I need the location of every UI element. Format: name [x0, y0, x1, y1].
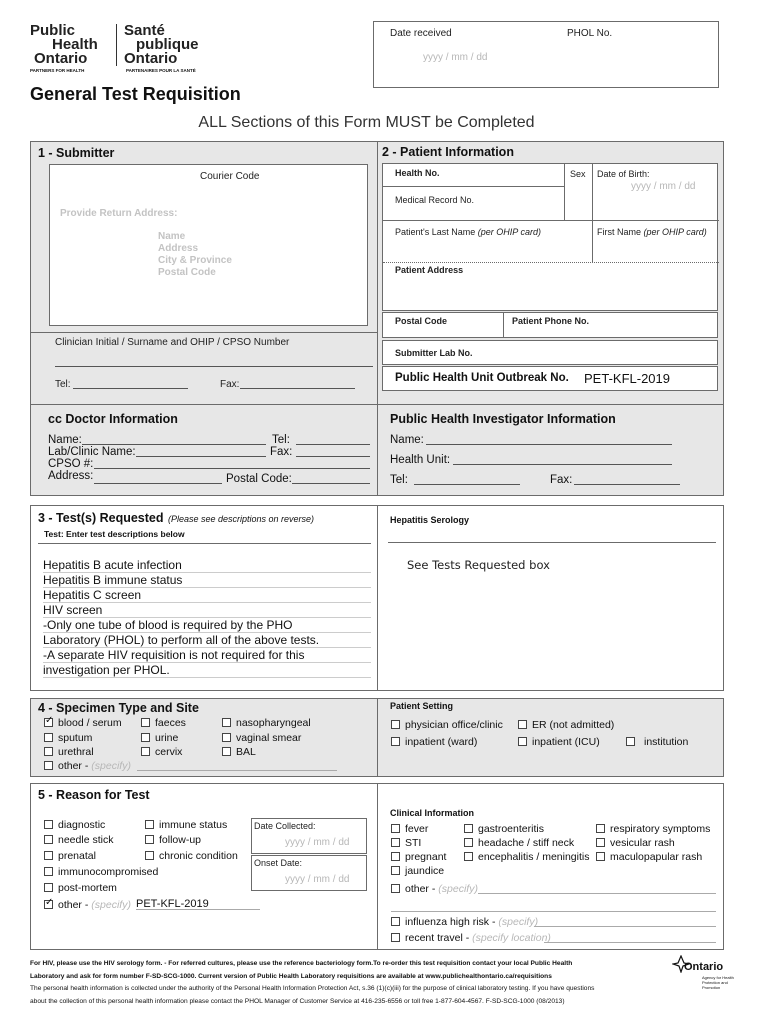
checkbox-urine[interactable]: [141, 733, 150, 742]
date-collected-placeholder: yyyy / mm / dd: [285, 837, 350, 848]
clinical-heading: Clinical Information: [390, 808, 475, 818]
footer-line-4: about the collection of this personal health information please contact the PHOL Manager of Customer Service at 416-235-6556 or toll free 1-877-604-4567. F-SD-SCG-1000 (08/2013): [30, 997, 565, 1005]
checkbox-faeces[interactable]: [141, 718, 150, 727]
checkbox-immune[interactable]: [145, 820, 154, 829]
clinical-headache[interactable]: [464, 837, 574, 849]
patient-setting-heading: Patient Setting: [390, 701, 454, 711]
address-line-postal: Postal Code: [158, 267, 216, 278]
checkbox-vaginal[interactable]: [222, 733, 231, 742]
setting-institution[interactable]: [626, 736, 688, 748]
cc-name-label: Name:: [48, 434, 82, 446]
specimen-urethral[interactable]: [44, 746, 94, 758]
return-address-label: Provide Return Address:: [60, 208, 178, 219]
setting-ward[interactable]: [391, 736, 477, 748]
setting-ward-label: inpatient (ward): [405, 736, 478, 748]
checkbox-reason-other[interactable]: [44, 900, 53, 909]
footer-line-2: Laboratory and ask for form number F-SD-SCG-1000. Current version of Public Health Laboratory requisitions are available at www.publichealthontario.ca/requisitions: [30, 972, 552, 980]
checkbox-vesicular[interactable]: [596, 838, 605, 847]
checkbox-needle[interactable]: [44, 835, 53, 844]
submitter-tel-field[interactable]: [73, 388, 188, 389]
checkbox-chronic[interactable]: [145, 851, 154, 860]
inv-unit-label: Health Unit:: [390, 454, 451, 466]
checkbox-fever[interactable]: [391, 824, 400, 833]
checkbox-nasopharyngeal[interactable]: [222, 718, 231, 727]
specimen-urine[interactable]: [141, 732, 178, 744]
checkbox-encephalitis[interactable]: [464, 852, 473, 861]
address-line-address: Address: [158, 243, 199, 254]
checkbox-gastro[interactable]: [464, 824, 473, 833]
submitter-lab-box[interactable]: [382, 340, 718, 365]
phol-no-label: PHOL No.: [567, 28, 613, 39]
submitter-tel-label: Tel:: [55, 379, 71, 390]
specimen-bal[interactable]: [222, 746, 256, 758]
checkbox-postmortem[interactable]: [44, 883, 53, 892]
outbreak-value: PET-KFL-2019: [584, 371, 670, 386]
checkbox-icu[interactable]: [518, 737, 527, 746]
reason-followup[interactable]: [145, 834, 201, 846]
logo-en-line2: Health: [52, 36, 98, 53]
specimen-nasopharyngeal[interactable]: [222, 717, 311, 729]
clinical-encephalitis[interactable]: [464, 851, 589, 863]
date-received-placeholder: yyyy / mm / dd: [423, 52, 488, 63]
postal-code-label: Postal Code: [395, 316, 448, 326]
first-name-text: First Name: [597, 227, 642, 237]
ontario-wordmark: Ontario: [684, 961, 724, 973]
checkbox-blood[interactable]: [44, 718, 53, 727]
clinical-respiratory[interactable]: [596, 823, 710, 835]
onset-date-box[interactable]: [251, 855, 367, 891]
inv-fax-label: Fax:: [550, 474, 573, 486]
cc-address-field[interactable]: [94, 483, 222, 484]
inv-name-field[interactable]: [426, 444, 672, 445]
reason-specify: (specify): [91, 899, 131, 911]
checkbox-sputum[interactable]: [44, 733, 53, 742]
checkbox-respiratory[interactable]: [596, 824, 605, 833]
checkbox-headache[interactable]: [464, 838, 473, 847]
postal-phone-box[interactable]: [382, 312, 718, 338]
clinical-other-label: other -: [405, 883, 436, 895]
clinical-pregnant-label: pregnant: [405, 851, 447, 863]
clinical-other-field[interactable]: [478, 893, 716, 894]
specimen-specify: (specify): [91, 760, 131, 772]
clinical-flu-label: influenza high risk -: [405, 916, 496, 928]
cc-postal-label: Postal Code:: [226, 473, 292, 485]
inv-name-label: Name:: [390, 434, 424, 446]
clinical-fever-label: fever: [405, 823, 429, 835]
first-name-label: [597, 227, 707, 237]
sex-label: Sex: [570, 169, 586, 179]
ontario-logo: [672, 955, 734, 1003]
patient-id-box: [382, 163, 718, 311]
clinical-other[interactable]: [391, 883, 478, 895]
cc-fax-field[interactable]: [296, 456, 370, 457]
reason-postmortem[interactable]: [44, 882, 117, 894]
specimen-other-label: other -: [58, 760, 89, 772]
clinical-travel-label: recent travel -: [405, 932, 470, 944]
checkbox-clinical-other[interactable]: [391, 884, 400, 893]
specimen-sputum[interactable]: [44, 732, 92, 744]
specimen-vaginal[interactable]: [222, 732, 301, 744]
clinician-field[interactable]: [55, 366, 373, 367]
reason-immunocompromised[interactable]: [44, 866, 158, 878]
address-line-city: City & Province: [158, 255, 232, 266]
specimen-other-field[interactable]: [137, 770, 337, 771]
first-name-note: (per OHIP card): [643, 227, 707, 237]
ontario-agency: Agency for Health Protection and Promotion: [702, 975, 734, 990]
reason-chronic-label: chronic condition: [159, 850, 238, 862]
logo-fr-line3: Ontario: [124, 50, 178, 67]
see-tests-note[interactable]: See Tests Requested box: [407, 558, 550, 572]
clinical-gastro-label: gastroenteritis: [478, 823, 544, 835]
courier-code-label: Courier Code: [200, 171, 260, 182]
specimen-cervix-label: cervix: [155, 746, 183, 758]
checkbox-prenatal[interactable]: [44, 851, 53, 860]
health-no-label: Health No.: [395, 168, 440, 178]
reason-chronic[interactable]: [145, 850, 238, 862]
test-line-7[interactable]: -A separate HIV requisition is not required for this: [43, 648, 371, 663]
reason-immune-label: immune status: [159, 819, 228, 831]
inv-unit-field[interactable]: [453, 464, 672, 465]
dob-label: Date of Birth:: [597, 169, 650, 179]
clinical-flu-specify: (specify): [498, 916, 539, 928]
submitter-lab-label: Submitter Lab No.: [395, 348, 473, 358]
checkbox-travel[interactable]: [391, 933, 400, 942]
form-title: General Test Requisition: [30, 84, 241, 104]
reason-prenatal[interactable]: [44, 850, 96, 862]
test-line-4[interactable]: HIV screen: [43, 603, 371, 618]
clinical-jaundice-label: jaundice: [405, 865, 445, 877]
checkbox-urethral[interactable]: [44, 747, 53, 756]
reason-needle-label: needle stick: [58, 834, 114, 846]
specimen-nasopharyngeal-label: nasopharyngeal: [236, 717, 311, 729]
checkbox-jaundice[interactable]: [391, 866, 400, 875]
reason-postmortem-label: post-mortem: [58, 882, 117, 894]
setting-physician-label: physician office/clinic: [405, 719, 503, 731]
reason-prenatal-label: prenatal: [58, 850, 96, 862]
setting-physician[interactable]: [391, 719, 503, 731]
cc-name-field[interactable]: [82, 444, 266, 445]
reason-other-label: other -: [58, 899, 89, 911]
date-collected-box[interactable]: [251, 818, 367, 854]
outbreak-label: Public Health Unit Outbreak No.: [395, 372, 569, 384]
reason-followup-label: follow-up: [159, 834, 202, 846]
reason-immunocompromised-label: immunocompromised: [58, 866, 159, 878]
reason-diagnostic-label: diagnostic: [58, 819, 106, 831]
test-line-8[interactable]: investigation per PHOL.: [43, 663, 371, 678]
cc-cpso-field[interactable]: [94, 468, 370, 469]
test-line-6[interactable]: Laboratory (PHOL) to perform all of the above tests.: [43, 633, 371, 648]
test-line-5[interactable]: -Only one tube of blood is required by the PHO: [43, 618, 371, 633]
clinical-flu[interactable]: [391, 916, 538, 928]
logo-en-line1: Public: [30, 22, 76, 39]
test-line-2[interactable]: Hepatitis B immune status: [43, 573, 371, 588]
clinical-fever[interactable]: [391, 823, 428, 835]
checkbox-flu[interactable]: [391, 917, 400, 926]
submitter-heading: 1 - Submitter: [38, 146, 115, 160]
clinical-headache-label: headache / stiff neck: [478, 837, 575, 849]
specimen-sputum-label: sputum: [58, 732, 93, 744]
tests-heading-note: (Please see descriptions on reverse): [167, 514, 315, 524]
cc-fax-label: Fax:: [270, 446, 293, 458]
test-line-3[interactable]: Hepatitis C screen: [43, 588, 371, 603]
specimen-bal-label: BAL: [236, 746, 256, 758]
checkbox-cervix[interactable]: [141, 747, 150, 756]
specimen-urethral-label: urethral: [58, 746, 94, 758]
form-subtitle: ALL Sections of this Form MUST be Completed: [198, 114, 535, 131]
dob-placeholder: yyyy / mm / dd: [631, 181, 696, 192]
tests-heading: 3 - Test(s) Requested: [38, 511, 164, 525]
reason-needle[interactable]: [44, 834, 113, 846]
patient-heading: 2 - Patient Information: [382, 145, 514, 159]
specimen-blood[interactable]: [44, 717, 122, 729]
clinical-respiratory-label: respiratory symptoms: [610, 823, 711, 835]
clinical-sti[interactable]: [391, 837, 421, 849]
logo-fr-line2: publique: [136, 36, 199, 53]
cc-tel-field[interactable]: [296, 444, 370, 445]
submitter-fax-label: Fax:: [220, 379, 240, 390]
cc-postal-field[interactable]: [292, 483, 370, 484]
clinical-jaundice[interactable]: [391, 865, 444, 877]
checkbox-institution[interactable]: [626, 737, 635, 746]
cc-lab-label: Lab/Clinic Name:: [48, 446, 136, 458]
specimen-other[interactable]: [44, 760, 131, 772]
clinician-label: Clinician Initial / Surname and OHIP / CPSO Number: [55, 337, 290, 348]
onset-date-placeholder: yyyy / mm / dd: [285, 874, 350, 885]
checkbox-sti[interactable]: [391, 838, 400, 847]
specimen-cervix[interactable]: [141, 746, 182, 758]
inv-tel-label: Tel:: [390, 474, 408, 486]
clinical-maculopapular-label: maculopapular rash: [610, 851, 703, 863]
clinical-maculopapular[interactable]: [596, 851, 702, 863]
setting-er-label: ER (not admitted): [532, 719, 615, 731]
tests-enter-label: Test: Enter test descriptions below: [44, 529, 185, 539]
last-name-note: (per OHIP card): [477, 227, 541, 237]
submitter-fax-field[interactable]: [240, 388, 355, 389]
specimen-vaginal-label: vaginal smear: [236, 732, 302, 744]
footer-text: [30, 958, 660, 1008]
cc-cpso-label: CPSO #:: [48, 458, 94, 470]
clinical-gastro[interactable]: [464, 823, 544, 835]
tests-heading-wrap: [38, 509, 314, 527]
reason-diagnostic[interactable]: [44, 819, 105, 831]
outbreak-box[interactable]: [382, 366, 718, 391]
specimen-heading: 4 - Specimen Type and Site: [38, 701, 199, 715]
clinical-vesicular-label: vesicular rash: [610, 837, 675, 849]
date-received-box[interactable]: [373, 21, 719, 88]
specimen-blood-label: blood / serum: [58, 717, 122, 729]
setting-icu[interactable]: [518, 736, 600, 748]
logo-en-line3: Ontario: [34, 50, 88, 67]
checkbox-ward[interactable]: [391, 737, 400, 746]
clinical-travel-field[interactable]: [544, 942, 716, 943]
logo-tag-fr: PARTENAIRES POUR LA SANTÉ: [126, 68, 196, 73]
reason-heading: 5 - Reason for Test: [38, 788, 150, 802]
hepatitis-serology-heading: Hepatitis Serology: [390, 515, 470, 525]
reason-other-field[interactable]: [136, 909, 260, 910]
clinical-pregnant[interactable]: [391, 851, 446, 863]
setting-icu-label: inpatient (ICU): [532, 736, 600, 748]
setting-institution-label: institution: [644, 736, 689, 748]
specimen-faeces-label: faeces: [155, 717, 186, 729]
clinical-sti-label: STI: [405, 837, 422, 849]
mrn-label: Medical Record No.: [395, 195, 475, 205]
clinical-other-specify: (specify): [438, 883, 478, 895]
specimen-faeces[interactable]: [141, 717, 186, 729]
checkbox-maculopapular[interactable]: [596, 852, 605, 861]
return-address-box[interactable]: [49, 164, 368, 326]
checkbox-diagnostic[interactable]: [44, 820, 53, 829]
logo-fr-line1: Santé: [124, 22, 165, 39]
checkbox-pregnant[interactable]: [391, 852, 400, 861]
cc-address-label: Address:: [48, 470, 94, 482]
clinical-flu-field[interactable]: [534, 926, 716, 927]
clinical-travel[interactable]: [391, 932, 551, 944]
patient-phone-label: Patient Phone No.: [512, 316, 590, 326]
checkbox-immunocompromised[interactable]: [44, 867, 53, 876]
date-received-label: Date received: [390, 28, 452, 39]
reason-immune[interactable]: [145, 819, 227, 831]
cc-tel-label: Tel:: [272, 434, 290, 446]
checkbox-specimen-other[interactable]: [44, 761, 53, 770]
reason-other[interactable]: [44, 899, 131, 911]
clinical-travel-specify: (specify location): [472, 932, 551, 944]
setting-er[interactable]: [518, 719, 614, 731]
specimen-urine-label: urine: [155, 732, 179, 744]
checkbox-followup[interactable]: [145, 835, 154, 844]
clinical-encephalitis-label: encephalitis / meningitis: [478, 851, 590, 863]
footer-line-3: The personal health information is collected under the authority of the Personal Health Information Protection Act, s.36 (1)(c)(iii) for the purpose of clinical laboratory testing. If you have questions: [30, 985, 595, 992]
last-name-label: [395, 227, 541, 237]
date-collected-label: Date Collected:: [254, 821, 316, 831]
reason-other-value[interactable]: PET-KFL-2019: [136, 898, 209, 910]
pho-logo: [30, 24, 230, 74]
checkbox-physician[interactable]: [391, 720, 400, 729]
clinical-vesicular[interactable]: [596, 837, 675, 849]
cc-doctor-heading: cc Doctor Information: [48, 412, 178, 426]
onset-date-label: Onset Date:: [254, 858, 303, 868]
test-line-1[interactable]: Hepatitis B acute infection: [43, 558, 371, 573]
inv-fax-field[interactable]: [574, 484, 680, 485]
checkbox-er[interactable]: [518, 720, 527, 729]
last-name-text: Patient's Last Name: [395, 227, 476, 237]
address-line-name: Name: [158, 231, 186, 242]
footer-line-1: For HIV, please use the HIV serology form. - For referred cultures, please use the reference bacteriology form.To re-order this test requisition contact your local Public Health: [30, 960, 573, 967]
logo-tag-en: PARTNERS FOR HEALTH: [30, 68, 85, 73]
cc-lab-field[interactable]: [136, 456, 266, 457]
investigator-heading: Public Health Investigator Information: [390, 412, 616, 426]
inv-tel-field[interactable]: [414, 484, 520, 485]
checkbox-bal[interactable]: [222, 747, 231, 756]
patient-address-label: Patient Address: [395, 265, 464, 275]
